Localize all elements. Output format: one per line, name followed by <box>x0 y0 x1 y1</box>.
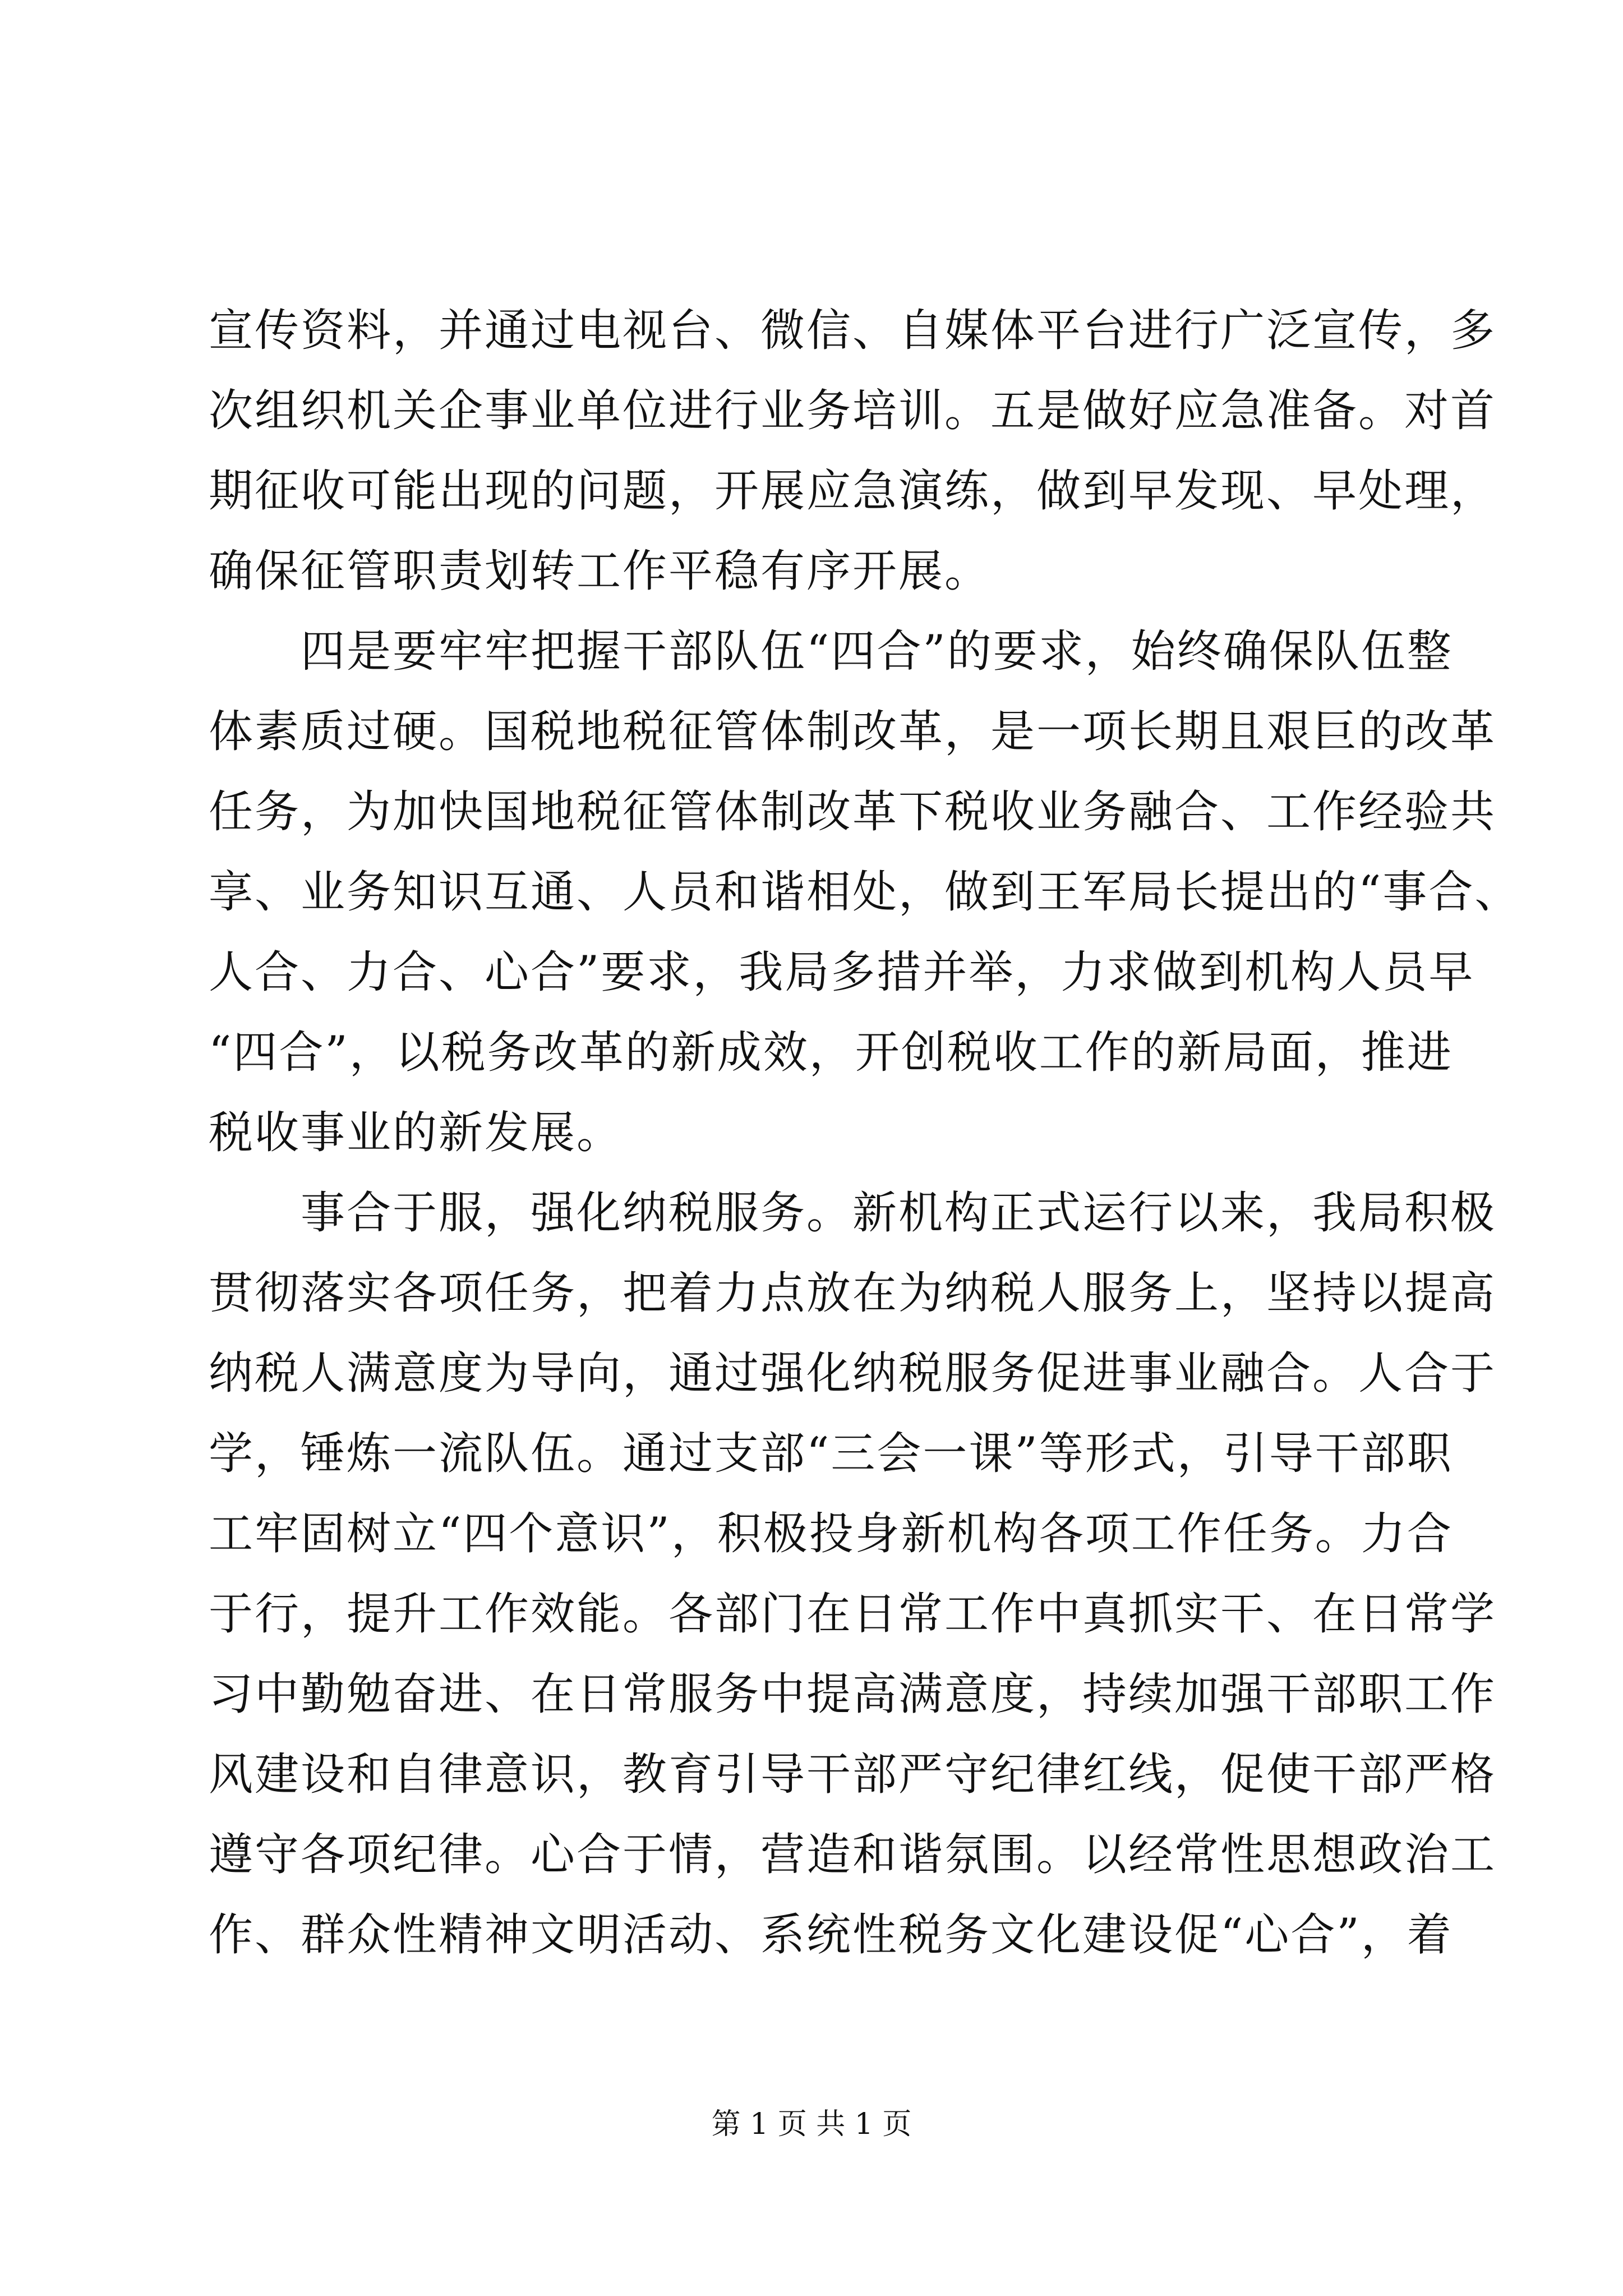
page-footer: 第 1 页 共 1 页 <box>711 2108 912 2141</box>
text-line: 享、业务知识互通、人员和谐相处，做到王军局长提出的“事合、 <box>209 866 1521 918</box>
document-body <box>209 291 1521 1975</box>
paragraph-2 <box>209 611 1521 1173</box>
text-line: 税收事业的新发展。 <box>209 1107 623 1158</box>
text-line: 次组织机关企事业单位进行业务培训。五是做好应急准备。对首 <box>209 385 1496 436</box>
paragraph-3 <box>209 1173 1496 1975</box>
text-line: 任务，为加快国地税征管体制改革下税收业务融合、工作经验共 <box>209 786 1496 838</box>
text-line: 作、群众性精神文明活动、系统性税务文化建设促“心合”，着 <box>209 1909 1453 1961</box>
text-line: 体素质过硬。国税地税征管体制改革，是一项长期且艰巨的改革 <box>209 706 1496 757</box>
text-line: 人合、力合、心合”要求，我局多措并举，力求做到机构人员早 <box>209 946 1475 998</box>
text-line: 工牢固树立“四个意识”，积极投身新机构各项工作任务。力合 <box>209 1508 1453 1559</box>
paragraph-1 <box>209 291 1496 611</box>
text-line: “四合”，以税务改革的新成效，开创税收工作的新局面，推进 <box>209 1027 1453 1078</box>
text-line: 风建设和自律意识，教育引导干部严守纪律红线，促使干部严格 <box>209 1749 1496 1800</box>
text-line: 纳税人满意度为导向，通过强化纳税服务促进事业融合。人合于 <box>209 1347 1496 1399</box>
text-line: 贯彻落实各项任务，把着力点放在为纳税人服务上，坚持以提高 <box>209 1267 1496 1319</box>
text-line: 学，锤炼一流队伍。通过支部“三会一课”等形式，引导干部职 <box>209 1428 1453 1479</box>
text-line: 四是要牢牢把握干部队伍“四合”的要求，始终确保队伍整 <box>209 625 1453 677</box>
text-line: 习中勤勉奋进、在日常服务中提高满意度，持续加强干部职工作 <box>209 1668 1496 1720</box>
text-line: 期征收可能出现的问题，开展应急演练，做到早发现、早处理， <box>209 465 1496 517</box>
text-line: 事合于服，强化纳税服务。新机构正式运行以来，我局积极 <box>209 1187 1496 1239</box>
text-line: 于行，提升工作效能。各部门在日常工作中真抓实干、在日常学 <box>209 1588 1496 1640</box>
text-line: 确保征管职责划转工作平稳有序开展。 <box>209 545 990 597</box>
text-line: 宣传资料，并通过电视台、微信、自媒体平台进行广泛宣传，多 <box>209 305 1496 356</box>
text-line: 遵守各项纪律。心合于情，营造和谐氛围。以经常性思想政治工 <box>209 1829 1496 1880</box>
